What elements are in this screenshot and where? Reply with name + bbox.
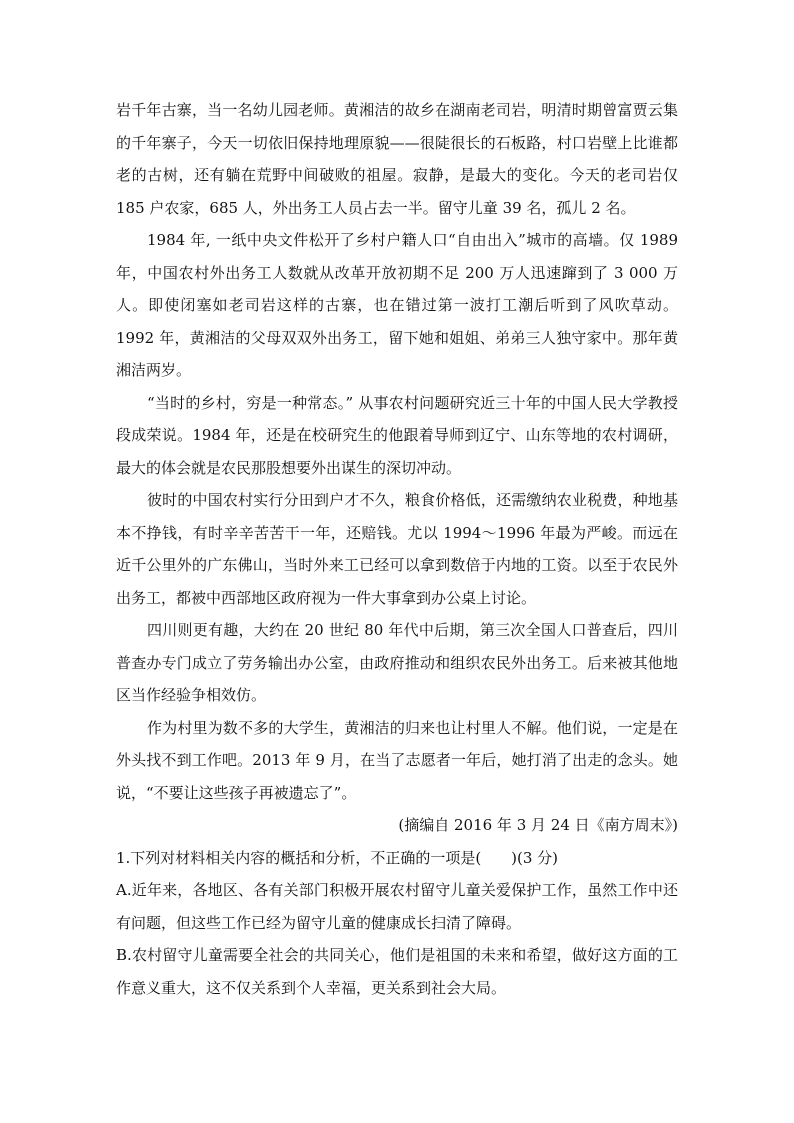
paragraph-4: 彼时的中国农村实行分田到户才不久，粮食价格低，还需缴纳农业税费，种地基本不挣钱，有时辛辛苦苦干一年，还赔钱。尤以 1994～1996 年最为严峻。而远在近千公里外的广东佛山，当时外来工已经可以拿到数倍于内地的工资。以至于农民外出务工，都被中西部地区政府视为一件大事拿到办公桌上讨论。 (116, 491, 678, 607)
option-b: B.农村留守儿童需要全社会的共同关心，他们是祖国的未来和希望，做好这方面的工作意义重大，这不仅关系到个人幸福，更关系到社会大局。 (116, 946, 678, 997)
paragraph-6: 作为村里为数不多的大学生，黄湘洁的归来也让村里人不解。他们说，一定是在外头找不到工作吧。2013 年 9 月，在当了志愿者一年后，她打消了出走的念头。她说，“不要让这些孩子再被遗忘了”。 (116, 718, 678, 802)
paragraph-3: “当时的乡村，穷是一种常态。” 从事农村问题研究近三十年的中国人民大学教授段成荣说。1984 年，还是在校研究生的他跟着导师到辽宁、山东等地的农村调研，最大的体会就是农民那股想要外出谋生的深切冲动。 (116, 393, 678, 477)
paragraph-1: 岩千年古寨，当一名幼儿园老师。黄湘洁的故乡在湖南老司岩，明清时期曾富贾云集的千年寨子，今天一切依旧保持地理原貌——很陡很长的石板路，村口岩壁上比谁都老的古树，还有躺在荒野中间破败的祖屋。寂静，是最大的变化。今天的老司岩仅 185 户农家，685 人，外出务工人员占去一半。留守儿童 39 名，孤儿 2 名。 (116, 101, 678, 217)
paragraph-5: 四川则更有趣，大约在 20 世纪 80 年代中后期，第三次全国人口普查后，四川普查办专门成立了劳务输出办公室，由政府推动和组织农民外出务工。后来被其他地区当作经验争相效仿。 (116, 621, 678, 704)
paragraph-2: 1984 年, 一纸中央文件松开了乡村户籍人口“自由出入”城市的高墙。仅 1989 年，中国农村外出务工人数就从改革开放初期不足 200 万人迅速蹿到了 3 000 万人。即使闭塞如老司岩这样的古寨，也在错过第一波打工潮后听到了风吹草动。1992 年，黄湘洁的父母双双外出务工，留下她和姐姐、弟弟三人独守家中。那年黄湘洁两岁。 (116, 231, 678, 379)
document-page (116, 94, 678, 1004)
question-stem: 1.下列对材料相关内容的概括和分析，不正确的一项是( )(3 分) (116, 848, 559, 867)
source-citation: (摘编自 2016 年 3 月 24 日《南方周末》) (398, 816, 678, 834)
option-a: A.近年来，各地区、各有关部门积极开展农村留守儿童关爱保护工作，虽然工作中还有问题，但这些工作已经为留守儿童的健康成长扫清了障碍。 (116, 881, 678, 932)
